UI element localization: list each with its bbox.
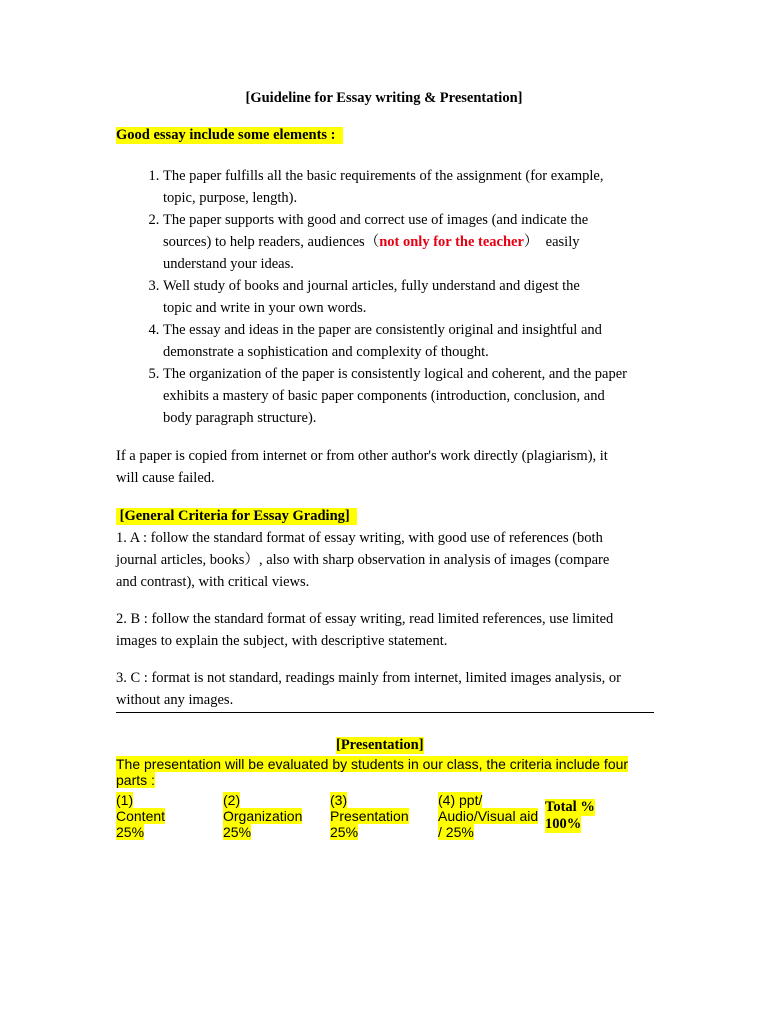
list-item-line: The organization of the paper is consistently logical and coherent, and the paper <box>163 366 627 382</box>
list-item-line: topic, purpose, length). <box>163 190 298 206</box>
criteria-number: (1) <box>116 792 134 808</box>
section-divider <box>116 712 654 713</box>
criteria-label: Audio/Visual aid <box>438 808 539 824</box>
list-item-line: easily <box>545 234 580 250</box>
elements-list <box>116 165 693 429</box>
list-item-line: The paper supports with good and correct use of images (and indicate the <box>163 212 589 228</box>
list-item <box>163 363 693 429</box>
criteria-label: Organization <box>223 808 303 824</box>
presentation-desc-line: parts : <box>116 772 155 788</box>
grade-c-line: 3. C : format is not standard, readings mainly from internet, limited images analysis, or <box>116 670 621 686</box>
criteria-weight: 25% <box>330 824 359 840</box>
list-item-line: understand your ideas. <box>163 256 294 272</box>
grade-a-line: and contrast), with critical views. <box>116 574 310 590</box>
criteria-weight: / 25% <box>438 824 474 840</box>
list-item-line: demonstrate a sophistication and complexity of thought. <box>163 344 489 360</box>
list-item-line: The essay and ideas in the paper are consistently original and insightful and <box>163 322 602 338</box>
grade-b-line: 2. B : follow the standard format of essay writing, read limited references, use limited <box>116 611 614 627</box>
presentation-heading: [Presentation] <box>336 737 424 753</box>
good-essay-heading <box>116 127 343 144</box>
presentation-desc-line: The presentation will be evaluated by students in our class, the criteria include four <box>116 756 629 772</box>
grade-c-line: without any images. <box>116 692 234 708</box>
list-item-line: Well study of books and journal articles, fully understand and digest the <box>163 278 580 294</box>
plagiarism-note <box>116 445 656 489</box>
teacher-note: not only for the teacher <box>379 234 524 250</box>
plagiarism-line: If a paper is copied from internet or from other author's work directly (plagiarism), it <box>116 448 608 464</box>
list-item-line: topic and write in your own words. <box>163 300 367 316</box>
list-item <box>163 275 693 319</box>
list-item <box>163 209 693 275</box>
grading-heading-text: [General Criteria for Essay Grading] <box>119 508 350 524</box>
criteria-number: (3) <box>330 792 348 808</box>
list-item <box>163 319 693 363</box>
criteria-weight: 25% <box>116 824 145 840</box>
grade-b <box>116 608 656 652</box>
list-item <box>163 165 693 209</box>
presentation-description <box>116 756 641 788</box>
close-paren: ） <box>523 234 539 250</box>
grade-c <box>116 667 656 711</box>
page-title: [Guideline for Essay writing & Presentation] <box>245 90 523 106</box>
criteria-number: (2) <box>223 792 241 808</box>
criteria-presentation <box>330 792 409 840</box>
open-paren: （ <box>364 234 380 250</box>
total-label: Total % <box>545 799 595 815</box>
criteria-number: (4) ppt/ <box>438 792 483 808</box>
total-value: 100% <box>545 816 582 832</box>
criteria-organization <box>223 792 302 840</box>
grade-b-line: images to explain the subject, with descriptive statement. <box>116 633 448 649</box>
good-essay-heading-text: Good essay include some elements : <box>116 127 336 143</box>
criteria-visual-aid <box>438 792 538 840</box>
list-item-line: The paper fulfills all the basic requirements of the assignment (for example, <box>163 168 604 184</box>
list-item-line: body paragraph structure). <box>163 410 317 426</box>
plagiarism-line: will cause failed. <box>116 470 215 486</box>
criteria-label: Presentation <box>330 808 409 824</box>
grade-a-line: journal articles, books）, also with sharp observation in analysis of images (compare <box>116 552 610 568</box>
list-item-line: sources) to help readers, audiences <box>163 234 365 250</box>
criteria-weight: 25% <box>223 824 252 840</box>
criteria-label: Content <box>116 808 166 824</box>
grading-heading <box>116 508 357 525</box>
list-item-line: exhibits a mastery of basic paper components (introduction, conclusion, and <box>163 388 605 404</box>
criteria-content <box>116 792 165 840</box>
grade-a-line: 1. A : follow the standard format of essay writing, with good use of references (both <box>116 530 603 546</box>
grade-a <box>116 527 656 593</box>
total-score <box>545 799 595 833</box>
